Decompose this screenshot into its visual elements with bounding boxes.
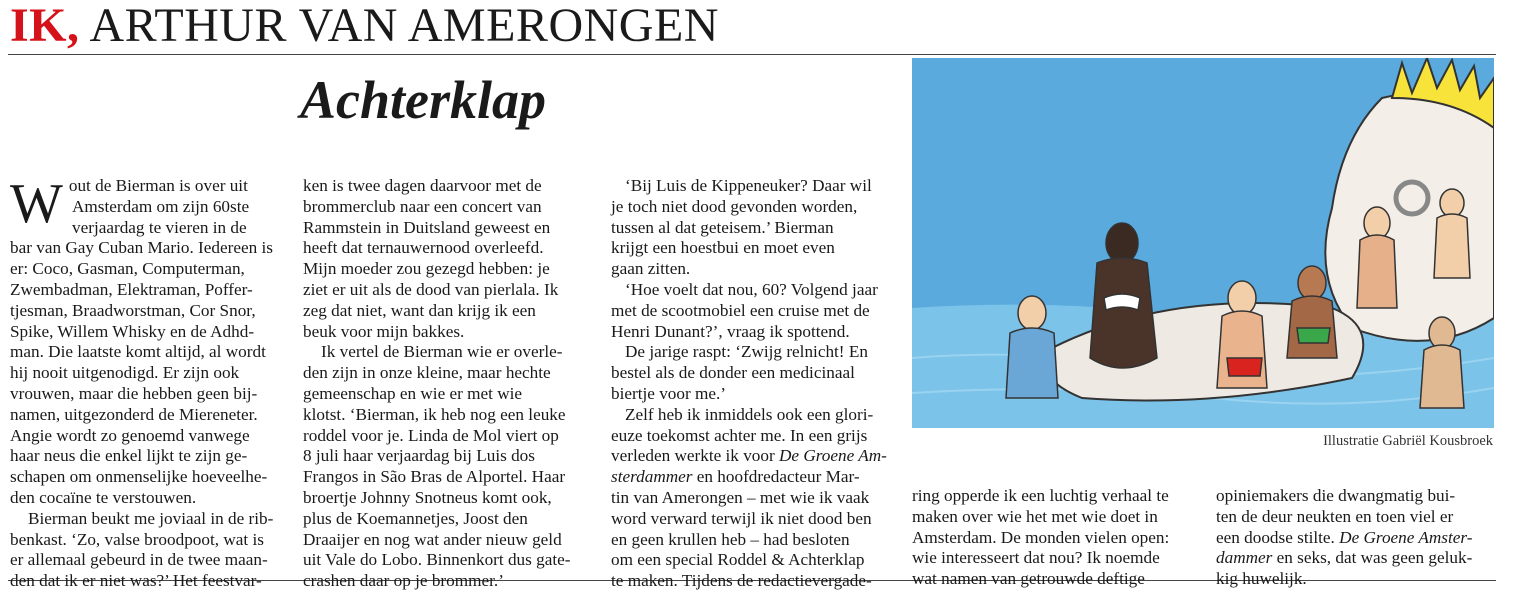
drop-cap: W	[10, 173, 63, 235]
text-line: zeg dat niet, want dan krijg ik een	[303, 300, 536, 320]
publication-name: dammer	[1216, 548, 1273, 568]
text-line: Ik vertel de Bierman wie er overle-	[321, 342, 563, 362]
text-line: uit Vale do Lobo. Binnenkort dus gate-	[303, 550, 571, 570]
text-line: Rammstein in Duitsland geweest en	[303, 217, 551, 237]
text-line-with-italic	[611, 467, 901, 488]
text-line: Spike, Willem Whisky en de Adhd-	[10, 321, 255, 341]
publication-name: De Groene Amster-	[1339, 527, 1473, 547]
article-column-1	[10, 173, 288, 592]
author-name: ARTHUR VAN AMERONGEN	[89, 0, 719, 52]
text-line: ten de deur neukten en toen viel er	[1216, 506, 1454, 526]
text-line: maken over wie het met wie doet in	[912, 506, 1158, 526]
text-line: gaan zitten.	[611, 259, 691, 279]
text-line: bar van Gay Cuban Mario. Iedereen is	[10, 238, 273, 258]
publication-name: sterdammer	[611, 467, 693, 487]
text-line: Zelf heb ik inmiddels ook een glori-	[625, 404, 874, 424]
text-fragment: verleden werkte ik voor	[611, 446, 779, 466]
text-line: Angie wordt zo genoemd vanwege	[10, 425, 250, 445]
illustration-credit: Illustratie Gabriël Kousbroek	[1323, 433, 1493, 449]
text-line: wat namen van getrouwde deftige	[912, 569, 1145, 589]
text-line: den dat ik er niet was?’ Het feestvar-	[10, 571, 262, 591]
text-line: ‘Bij Luis de Kippeneuker? Daar wil	[625, 176, 872, 195]
text-line: Mijn moeder zou gezegd hebben: je	[303, 259, 550, 279]
text-line: word verward terwijl ik niet dood ben	[611, 508, 872, 528]
text-line: gemeenschap en wie er met wie	[303, 383, 523, 403]
column-label: IK,	[10, 0, 80, 52]
text-line: hij nooit uitgenodigd. Er zijn ook	[10, 363, 240, 383]
text-line: krijgt een hoestbui en moet even	[611, 238, 835, 258]
text-line: beuk voor mijn bakkes.	[303, 321, 465, 341]
text-line: ziet er uit als de dood van pierlala. Ik	[303, 279, 559, 299]
text-line: Draaijer en nog wat ander nieuw geld	[303, 529, 562, 549]
text-fragment: een doodse stilte.	[1216, 527, 1340, 547]
text-line: benkast. ‘Zo, valse broodpoot, wat is	[10, 529, 264, 549]
text-line: Amsterdam. De monden vielen open:	[912, 527, 1170, 547]
text-line: haar neus die enkel lijkt te zijn ge-	[10, 446, 248, 466]
text-line-with-italic	[1216, 528, 1496, 549]
text-line: ring opperde ik een luchtig verhaal te	[912, 486, 1169, 505]
top-rule	[8, 54, 1496, 55]
text-line: er: Coco, Gasman, Computerman,	[10, 259, 245, 279]
text-fragment: en seks, dat was geen geluk-	[1272, 548, 1473, 568]
text-line: den cocaïne te verstouwen.	[10, 487, 197, 507]
text-line: je toch niet dood gevonden worden,	[611, 196, 858, 216]
text-line: den zijn in onze kleine, maar hechte	[303, 363, 551, 383]
masthead	[10, 0, 719, 52]
text-line: schapen om onmenselijke hoeveelhe-	[10, 467, 268, 487]
headline: Achterklap	[300, 70, 547, 130]
text-line: broertje Johnny Snotneus komt ook,	[303, 487, 552, 507]
text-line: heeft dat ternauwernood overleefd.	[303, 238, 544, 258]
text-line: tussen al dat geteisem.’ Bierman	[611, 217, 834, 237]
article-column-2	[303, 176, 591, 592]
text-line: klotst. ‘Bierman, ik heb nog een leuke	[303, 404, 566, 424]
text-line: biertje voor me.’	[611, 383, 727, 403]
text-line: tin van Amerongen – met wie ik vaak	[611, 487, 870, 507]
text-line: Henri Dunant?’, vraag ik spottend.	[611, 321, 850, 341]
text-line-with-italic	[611, 446, 901, 467]
text-line: wie interesseert dat nou? Ik noemde	[912, 548, 1160, 568]
article-column-3	[611, 176, 901, 592]
publication-name: De Groene Am-	[779, 446, 887, 466]
text-line: Frangos in São Bras de Alportel. Haar	[303, 467, 566, 487]
text-line-with-italic	[1216, 548, 1496, 569]
text-line: om een special Roddel & Achterklap	[611, 550, 865, 570]
text-line: tjesman, Braadworstman, Cor Snor,	[10, 300, 256, 320]
text-line: opiniemakers die dwangmatig bui-	[1216, 486, 1456, 505]
text-line: crashen daar op je brommer.’	[303, 571, 504, 591]
text-line: out de Bierman is over uit	[68, 176, 248, 195]
text-line: ‘Hoe voelt dat nou, 60? Volgend jaar	[625, 279, 878, 299]
text-line: er allemaal gebeurd in de twee maan-	[10, 550, 268, 570]
text-line: Bierman beukt me joviaal in de rib-	[28, 508, 274, 528]
text-line: met de scootmobiel een cruise met de	[611, 300, 870, 320]
text-line: ken is twee dagen daarvoor met de	[303, 176, 542, 195]
text-line: De jarige raspt: ‘Zwijg relnicht! En	[625, 342, 868, 362]
text-line: te maken. Tijdens de redactievergade-	[611, 571, 872, 591]
article-column-5	[1216, 486, 1496, 590]
text-line: Amsterdam om zijn 60ste	[72, 196, 250, 216]
text-line: Zwembadman, Elektraman, Poffer-	[10, 279, 253, 299]
illustration	[912, 58, 1494, 428]
text-line: euze toekomst achter me. In een grijs	[611, 425, 868, 445]
text-line: en geen krullen heb – had besloten	[611, 529, 850, 549]
text-fragment: en hoofdredacteur Mar-	[692, 467, 860, 487]
text-line: vrouwen, maar die hebben geen bij-	[10, 383, 258, 403]
text-line: man. Die laatste komt altijd, al wordt	[10, 342, 266, 362]
text-line: bestel als de donder een medicinaal	[611, 363, 855, 383]
text-line: roddel voor je. Linda de Mol viert op	[303, 425, 559, 445]
text-line: kig huwelijk.	[1216, 569, 1307, 589]
text-line: brommerclub naar een concert van	[303, 196, 542, 216]
text-line: 8 juli haar verjaardag bij Luis dos	[303, 446, 535, 466]
text-line: plus de Koemannetjes, Joost den	[303, 508, 528, 528]
text-line: verjaardag te vieren in de	[72, 217, 247, 237]
text-line: namen, uitgezonderd de Miereneter.	[10, 404, 258, 424]
article-column-4	[912, 486, 1202, 590]
